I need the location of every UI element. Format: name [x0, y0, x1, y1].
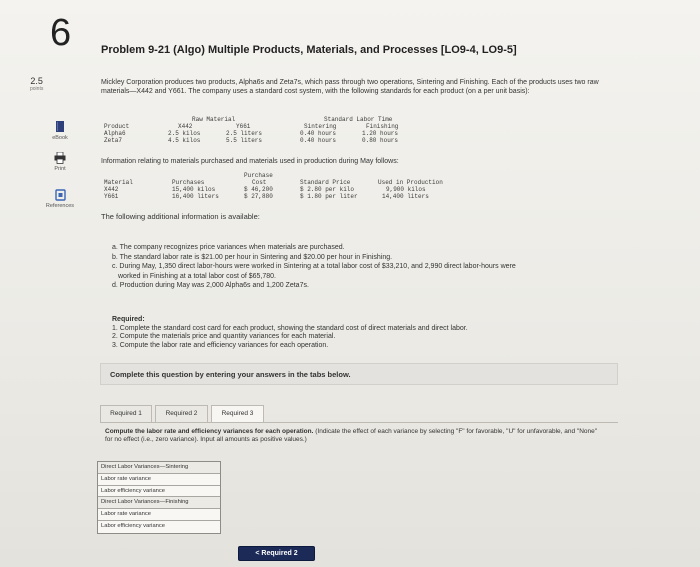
print-button[interactable] [38, 152, 82, 172]
instructions-main: Compute the labor rate and efficiency variances for each operation. [105, 428, 314, 435]
additional-info-list [112, 243, 612, 291]
book-icon [55, 121, 65, 133]
col-used-in-production: Used in Production [378, 179, 443, 186]
labor-rate-variance-finishing[interactable]: Labor rate variance [98, 509, 220, 521]
complete-notice-box [100, 363, 618, 385]
ebook-label: eBook [52, 135, 68, 141]
required-section [112, 316, 468, 350]
list-item: 3. Compute the labor rate and efficiency variances for each operation. [112, 341, 329, 349]
col-purchases: Purchases [172, 179, 205, 186]
points-value: 2.5 [30, 76, 43, 86]
table-cell: 2.5 liters [226, 130, 263, 137]
list-item: a. The company recognizes price variances when materials are purchased. [112, 244, 345, 251]
col-product: Product [104, 123, 130, 130]
table-cell: $ 1.80 per liter [300, 193, 358, 200]
problem-intro: Mickley Corporation produces two products, Alpha6s and Zeta7s, which pass through two operations, Sintering and Finishing. Each of the products uses two raw materials—X442 and Y661. The company uses a standard cost system, with the following standards for each product (on a per unit basis): [101, 79, 599, 95]
answer-table [97, 461, 221, 534]
table-cell: 0.40 hours [300, 137, 337, 144]
printer-icon [54, 152, 66, 164]
list-item: 2. Compute the materials price and quantity variances for each material. [112, 333, 336, 340]
list-item: d. Production during May was 2,000 Alpha6s and 1,200 Zeta7s. [112, 282, 309, 289]
table-cell: $ 46,200 [244, 186, 273, 193]
list-item: worked in Finishing at a total labor cost of $65,780. [118, 272, 276, 280]
table-cell: 0.80 hours [362, 137, 399, 144]
table-cell: $ 27,880 [244, 193, 273, 200]
table-cell: X442 [104, 186, 119, 193]
labor-time-header: Standard Labor Time [324, 116, 393, 123]
list-item: b. The standard labor rate is $21.00 per hour in Sintering and $20.00 per hour in Finishing. [112, 253, 393, 261]
print-label: Print [54, 166, 66, 172]
col-y661: Y661 [236, 123, 251, 130]
table-cell: 14,400 liters [382, 193, 429, 200]
labor-efficiency-variance-finishing[interactable]: Labor efficiency variance [98, 521, 220, 533]
table-cell: Alpha6 [104, 130, 126, 137]
table-cell: 15,400 kilos [172, 186, 216, 193]
instructions [105, 428, 605, 444]
col-sintering: Sintering [304, 123, 337, 130]
info-line: Information relating to materials purchased and materials used in production during May follows: [101, 158, 399, 165]
tab-required-1[interactable]: Required 1 [100, 405, 152, 423]
instructions-detail: (Indicate the effect of each variance by selecting "F" for favorable, "U" for unfavorable, and "None" for no effect (i.e., zero variance). Input all amounts as positive values.) [105, 428, 598, 443]
additional-info-heading: The following additional information is available: [101, 212, 260, 221]
ebook-button[interactable] [38, 121, 82, 141]
table-cell: 0.40 hours [300, 130, 337, 137]
table-cell: Y661 [104, 193, 119, 200]
labor-efficiency-variance-sintering[interactable]: Labor efficiency variance [98, 486, 220, 498]
references-button[interactable] [38, 189, 82, 209]
col-material: Material [104, 179, 133, 186]
table-cell: 9,900 kilos [386, 186, 426, 193]
section-header-finishing: Direct Labor Variances—Finishing [98, 497, 220, 509]
references-label: References [45, 203, 75, 209]
col-finishing: Finishing [366, 123, 399, 130]
purchase-cost-header-bottom: Cost [252, 179, 267, 186]
raw-material-header: Raw Material [192, 116, 236, 123]
table-cell: 4.5 kilos [168, 137, 201, 144]
purchase-cost-header-top: Purchase [244, 172, 273, 179]
complete-notice: Complete this question by entering your answers in the tabs below. [110, 370, 351, 379]
table-cell: 5.5 liters [226, 137, 263, 144]
references-icon [55, 189, 66, 201]
table-cell: 16,400 liters [172, 193, 219, 200]
tab-required-2[interactable]: Required 2 [155, 405, 208, 423]
list-item: c. During May, 1,350 direct labor-hours were worked in Sintering at a total labor cost of $33,210, and 2,990 direct labor-hours were [112, 263, 516, 270]
section-header-sintering: Direct Labor Variances—Sintering [98, 462, 220, 474]
points-indicator [30, 76, 43, 92]
table-cell: 2.5 kilos [168, 130, 201, 137]
problem-title: Problem 9-21 (Algo) Multiple Products, Materials, and Processes [LO9-4, LO9-5] [101, 44, 517, 56]
labor-rate-variance-sintering[interactable]: Labor rate variance [98, 474, 220, 486]
required-heading: Required: [112, 316, 145, 323]
table-cell: 1.20 hours [362, 130, 399, 137]
col-x442: X442 [178, 123, 193, 130]
table-cell: Zeta7 [104, 137, 123, 144]
question-number: 6 [50, 12, 72, 54]
col-standard-price: Standard Price [300, 179, 351, 186]
list-item: 1. Complete the standard cost card for each product, showing the standard cost of direct materials and direct labor. [112, 324, 468, 332]
table-cell: $ 2.80 per kilo [300, 186, 355, 193]
previous-required-2-button[interactable]: < Required 2 [238, 546, 315, 561]
points-unit: points [30, 86, 44, 92]
tab-required-3[interactable]: Required 3 [211, 405, 264, 423]
